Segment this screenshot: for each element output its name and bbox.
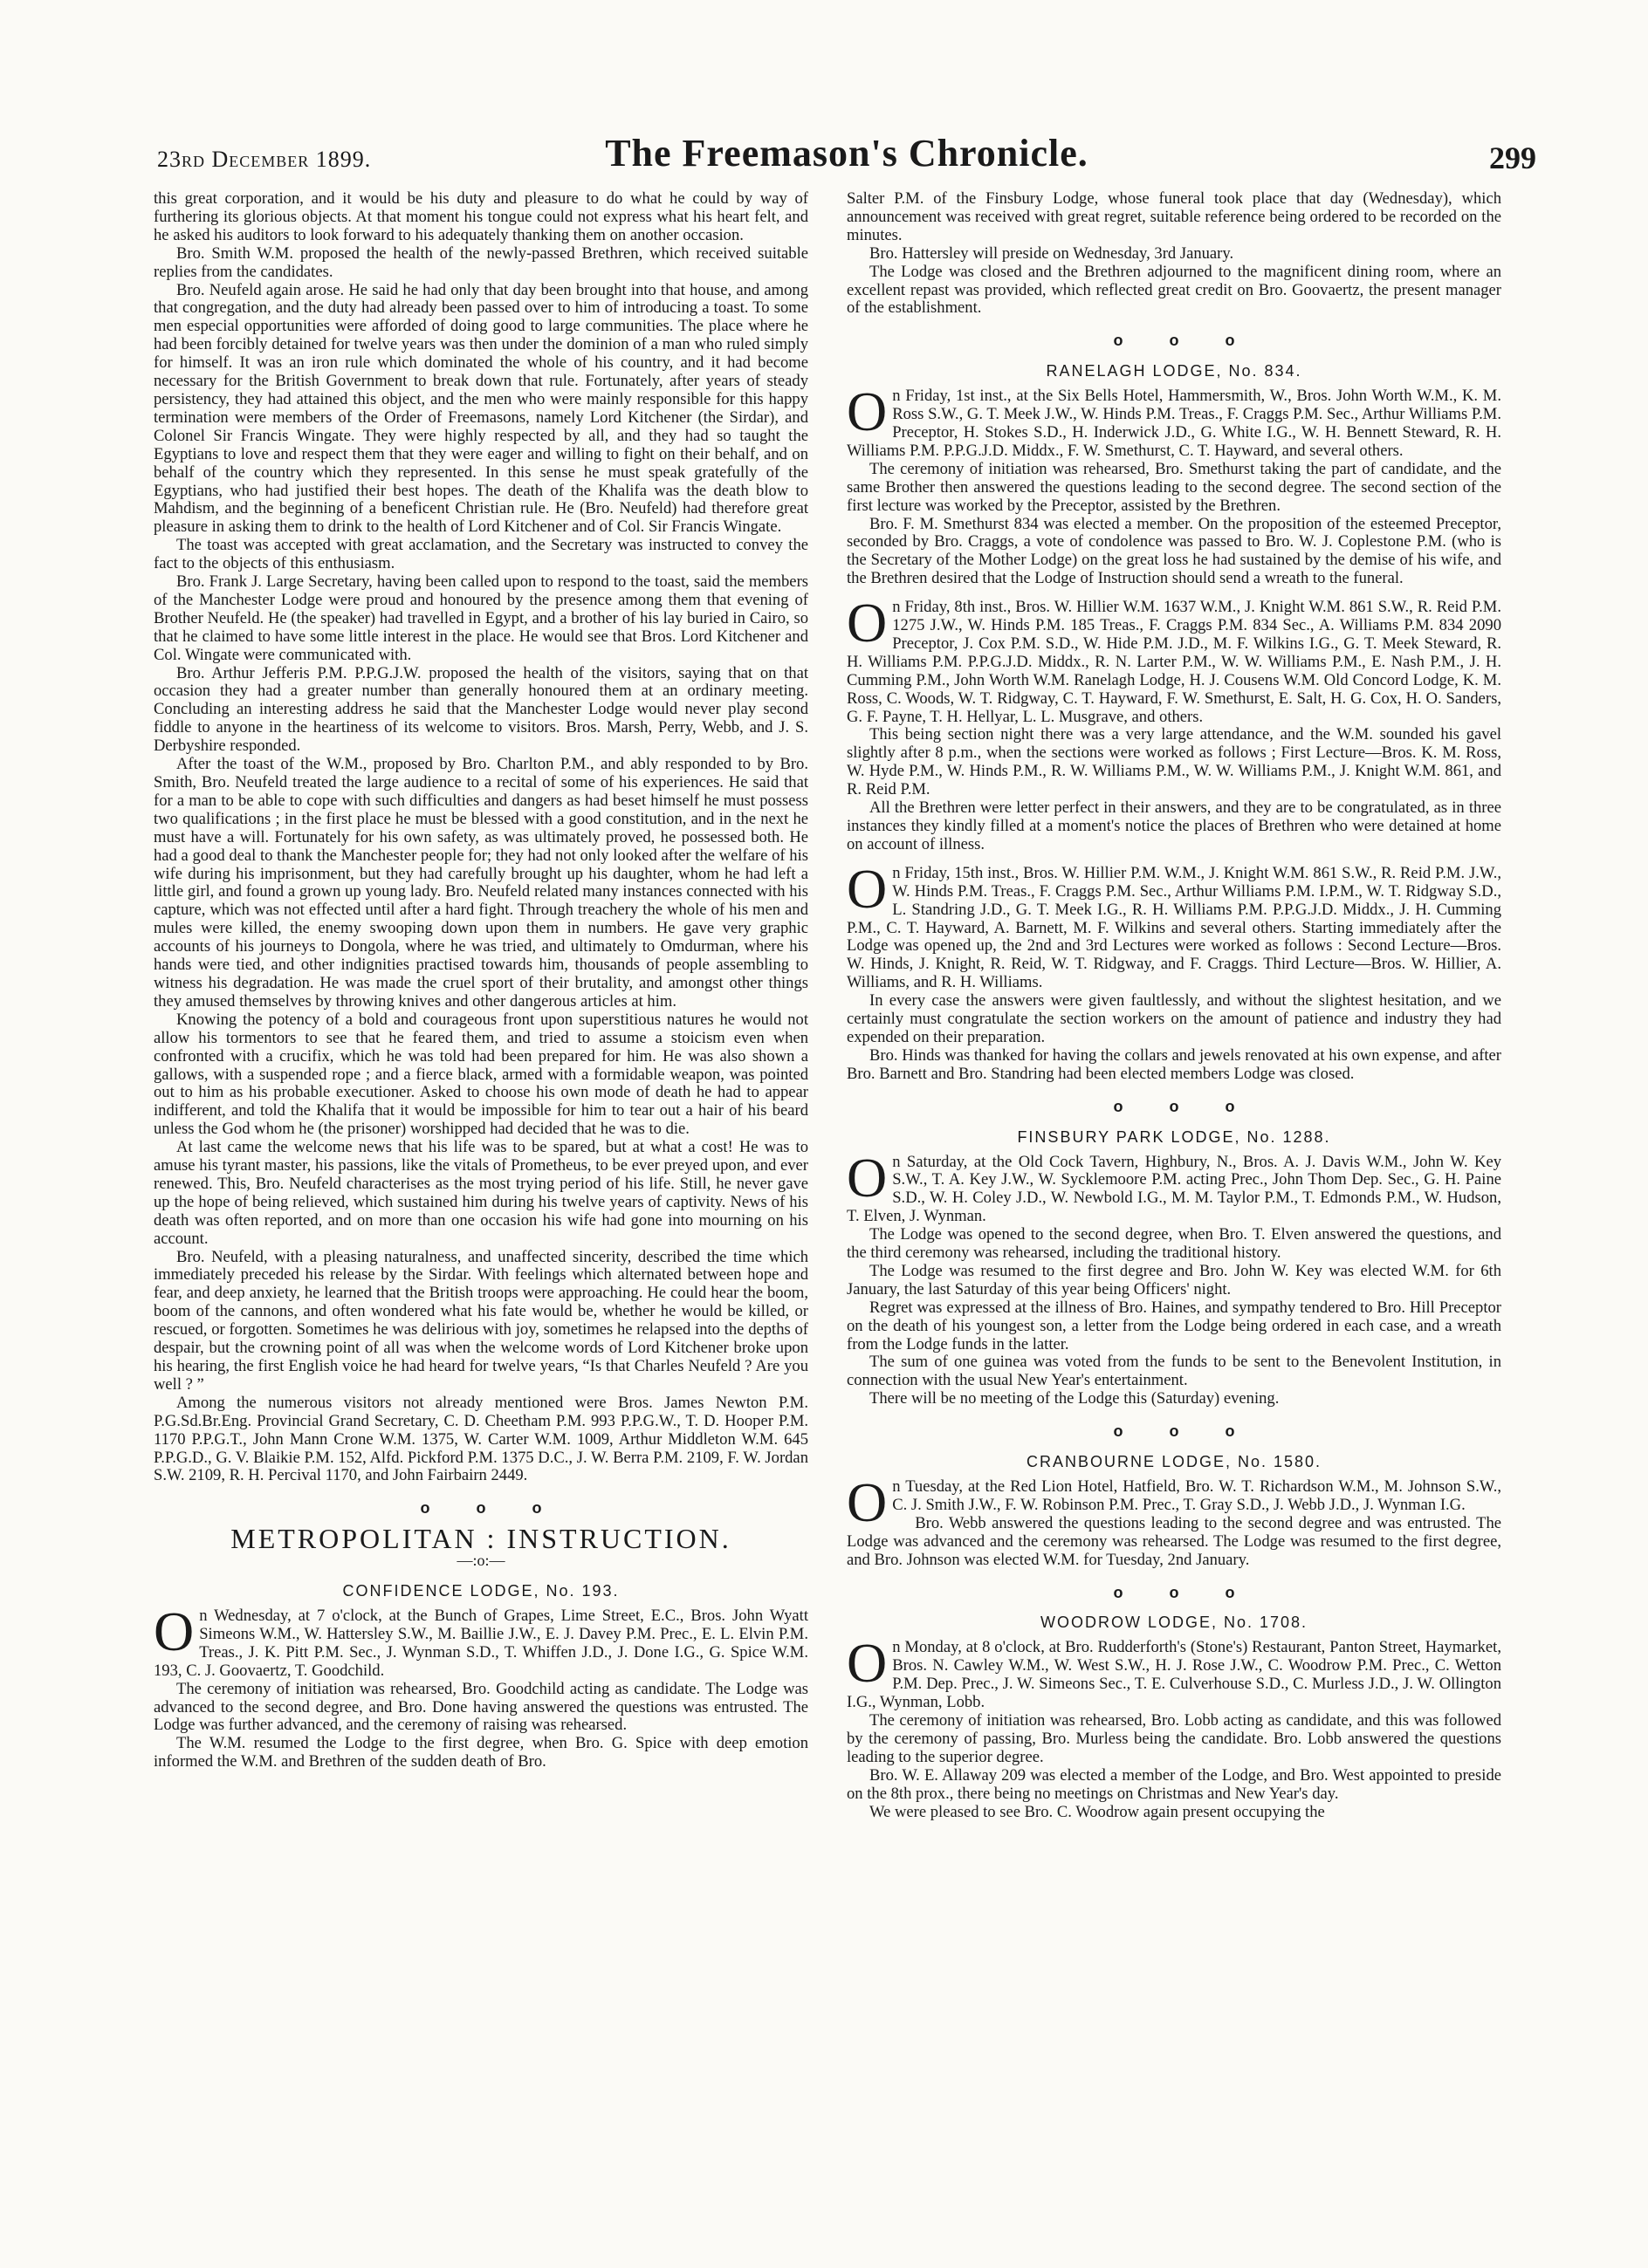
masthead — [157, 127, 1536, 180]
paragraph: Bro. Hattersley will preside on Wednesday, 3rd January. — [869, 243, 1234, 263]
paragraph: Bro. Webb answered the questions leading to the second degree and was entrusted. The Lodge was advanced and the ceremony was rehearsed. The Lodge was resumed to the first degree, and Bro. Johnson was elected W.M. for Tuesday, 2nd January. — [847, 1513, 1501, 1569]
paragraph: On Friday, 15th inst., Bros. W. Hillier P.M. W.M., J. Knight W.M. 861 S.W., R. Reid P.M. J.W., W. Hinds P.M. Treas., F. Craggs P.M. Sec., Arthur Williams P.M. I.P.M., W. T. Ridgway S.D., L. Standring J.D., G. T. Meek I.G., R. H. Williams P.M. P.P.G.J.D. Middx., J. H. Cumming P.M., C. T. Hayward, A. Barnett, M. F. Wilkins and several others. Starting immediately after the Lodge was opened up, the 2nd and 3rd Lectures were worked as follows : Second Lecture—Bros. W. Hinds, J. Knight, R. Reid, W. T. Ridgway, and F. Craggs. Third Lecture—Bros. W. Hillier, A. Williams, and R. H. Williams. — [847, 857, 1501, 992]
paragraph: Bro. Neufeld again arose. He said he had only that day been brought into that house, and among that congregation, and the duty had already been passed over to him of introducing a toast. To some men especial opportunities were afforded of doing good to large communities. The place where he had been forcibly detained for twelve years was then under the dominion of a man who ruled simply for himself. It was an iron rule which dominated the whole of his country, and it had become necessary for the British Government to break down that rule. Fortunately, after years of steady persistency, they had attained this object, and the men who were mainly responsible for this happy termination were members of the Order of Freemasons, namely Lord Kitchener (the Sirdar), and Colonel Sir Francis Wingate. They were highly respected by all, and they had so taught the Egyptians to love and respect them that they were eager and willing to fight on their behalf, and on behalf of the country which they represented. In this sense he must speak gratefully of the Egyptians, who had justified their best hopes. The death of the Khalifa was the death blow to Mahdism, and the beginning of a beneficent Christian rule. He (Bro. Neufeld) had therefore great pleasure in asking them to drink to the health of Lord Kitchener and of Col. Sir Francis Wingate. — [154, 280, 808, 537]
paragraph: On Wednesday, at 7 o'clock, at the Bunch of Grapes, Lime Street, E.C., Bros. John Wyatt Simeons W.M., W. Hattersley S.W., M. Baillie J.W., E. J. Davey P.M. Prec., E. L. Elvin P.M. Treas., J. K. Pitt P.M. Sec., J. Wynman S.D., T. Whiffen J.D., J. Done I.G., G. Spice W.M. 193, C. J. Goovaertz, T. Goodchild. — [154, 1600, 808, 1680]
paragraph: In every case the answers were given faultlessly, and without the slightest hesitation, and we certainly must congratulate the section workers on the amount of patience and industry they had expended on their preparation. — [847, 991, 1501, 1046]
paragraph: Regret was expressed at the illness of Bro. Haines, and sympathy tendered to Bro. Hill Preceptor on the death of his youngest son, a letter from the Lodge being ordered in each case, and a wreath from the Lodge funds in the latter. — [847, 1298, 1501, 1353]
paragraph: Bro. F. M. Smethurst 834 was elected a member. On the proposition of the esteemed Preceptor, seconded by Bro. Craggs, a vote of condolence was passed to Bro. W. J. Coplestone P.M. (who is the Secretary of the Mother Lodge) on the great loss he had sustained by the demise of his wife, and the Brethren desired that the Lodge of Instruction should send a wreath to the funeral. — [847, 514, 1501, 588]
lodge-heading: RANELAGH LODGE, No. 834. — [1046, 362, 1302, 380]
lodge-heading: CRANBOURNE LODGE, No. 1580. — [1026, 1453, 1322, 1471]
left-column — [154, 190, 808, 1771]
paragraph: On Friday, 8th inst., Bros. W. Hillier W.M. 1637 W.M., J. Knight W.M. 861 S.W., R. Reid P.M. 1275 J.W., W. Hinds P.M. 185 Treas., F. Craggs P.M. 834 Sec., A. Williams P.M. 834 2090 Preceptor, J. Cox P.M. S.D., W. Hide P.M. J.D., M. F. Wilkins I.G., G. T. Meek Steward, R. H. Williams P.M. P.P.G.J.D. Middx., R. N. Larter P.M., W. W. Williams P.M., E. Nash P.M., J. H. Cumming P.M., John Worth W.M. Ranelagh Lodge, H. J. Cousens W.M. Old Concord Lodge, K. M. Ross, C. Woods, W. T. Ridgway, C. T. Hayward, F. W. Smethurst, E. Salt, H. G. Cox, H. O. Sanders, G. F. Payne, T. H. Hellyar, L. L. Musgrave, and others. — [847, 592, 1501, 726]
paragraph: Bro. Arthur Jefferis P.M. P.P.G.J.W. proposed the health of the visitors, saying that on that occasion they had a greater number than generally honoured them at an ordinary meeting. Concluding an interesting address he said that the Manchester Lodge would never play second fiddle to anyone in the heartiness of its welcome to visitors. Bros. Marsh, Perry, Webb, and J. S. Derbyshire responded. — [154, 663, 808, 756]
paragraph: Bro. Frank J. Large Secretary, having been called upon to respond to the toast, said the members of the Manchester Lodge were proud and honoured by the presence among them that evening of Brother Neufeld. He (the speaker) had travelled in Egypt, and a brother of his lay buried in Cairo, so that he claimed to have some little interest in the place. He would see that Bros. Lord Kitchener and Col. Wingate were communicated with. — [154, 572, 808, 664]
paragraph: After the toast of the W.M., proposed by Bro. Charlton P.M., and ably responded to by Bro. Smith, Bro. Neufeld treated the large audience to a recital of some of his experiences. He said that for a man to be able to cope with such difficulties and dangers as had beset himself he must possess two qualifications ; in the first place he must be blessed with a good constitution, and in the next he must have a will. Fortunately for his own safety, as was ultimately proved, he possessed both. He had a good deal to thank the Manchester people for; they had not only looked after the welfare of his wife during his imprisonment, but they had carefully brought up his daughter, whom he had left a little girl, and found a grown up young lady. Bro. Neufeld related many instances connected with his capture, which was not effected until after a hard fight. Through treachery the whole of his men and mules were killed, the enemy swooping down upon them in numbers. He gave very graphic accounts of his journeys to Dongola, where he was tried, and ultimately to Omdurman, where his hands were tied, and other indignities practised towards him, thousands of people assembling to witness his degradation. He was made the cruel sport of their brutality, and amongst other things they amused themselves by throwing knives and other dangerous articles at him. — [154, 755, 808, 1011]
paragraph: Bro. Hinds was thanked for having the collars and jewels renovated at his own expense, and after Bro. Barnett and Bro. Standring had been elected members Lodge was closed. — [847, 1045, 1501, 1083]
paragraph: All the Brethren were letter perfect in their answers, and they are to be congratulated, as in three instances they kindly filled at a moment's notice the places of Brethren who were detained at home on account of illness. — [847, 798, 1501, 853]
paragraph: On Monday, at 8 o'clock, at Bro. Rudderforth's (Stone's) Restaurant, Panton Street, Haymarket, Bros. N. Cawley W.M., W. West S.W., H. J. Rose J.W., C. Woodrow P.M. Prec., C. Wetton P.M. Dep. Prec., J. W. Simeons Sec., T. E. Culverhouse S.D., C. Murless J.D., J. W. Ollington I.G., Wynman, Lobb. — [847, 1632, 1501, 1712]
section-ornament: o o o — [1113, 1583, 1235, 1601]
paragraph: The Lodge was opened to the second degree, when Bro. T. Elven answered the questions, and the third ceremony was rehearsed, including the traditional history. — [847, 1225, 1501, 1263]
paragraph: There will be no meeting of the Lodge this (Saturday) evening. — [869, 1389, 1280, 1408]
paragraph: On Saturday, at the Old Cock Tavern, Highbury, N., Bros. A. J. Davis W.M., John W. Key S.W., T. A. Key J.W., W. Sycklemoore P.M. acting Prec., John Thom Dep. Sec., G. H. Paine S.D., W. H. Coley J.D., W. Newbold I.G., M. M. Taylor P.M., T. Edmonds P.M., W. Hudson, T. Elven, J. Wynman. — [847, 1146, 1501, 1226]
paragraph: At last came the welcome news that his life was to be spared, but at what a cost! He was to amuse his tyrant master, his passions, like the vitals of Prometheus, to be ever preyed upon, and ever renewed. This, Bro. Neufeld characterises as the most trying period of his life. Still, he never gave up the hope of being relieved, which sustained him during his twelve years of captivity. News of his death was often reported, and on more than one occasion his wife had gone into mourning on his account. — [154, 1138, 808, 1248]
section-title: METROPOLITAN : INSTRUCTION. — [230, 1523, 731, 1555]
section-ornament: o o o — [1113, 1097, 1235, 1115]
paragraph: Bro. W. E. Allaway 209 was elected a member of the Lodge, and Bro. West appointed to preside on the 8th prox., there being no meetings on Christmas and New Year's day. — [847, 1765, 1501, 1803]
paragraph: The Lodge was closed and the Brethren adjourned to the magnificent dining room, where an excellent repast was provided, which reflected great credit on Bro. Goovaertz, the present manager of the establishment. — [847, 262, 1501, 318]
paragraph: The W.M. resumed the Lodge to the first degree, when Bro. G. Spice with deep emotion informed the W.M. and Brethren of the sudden death of Bro. — [154, 1734, 808, 1771]
paragraph: This being section night there was a very large attendance, and the W.M. sounded his gavel slightly after 8 p.m., when the sections were worked as follows ; First Lecture—Bros. K. M. Ross, W. Hyde P.M., W. Hinds P.M., R. W. Williams P.M., W. W. Williams P.M., J. Knight W.M. 861, and R. Reid P.M. — [847, 725, 1501, 799]
section-ornament: o o o — [1113, 1422, 1235, 1441]
paragraph: The ceremony of initiation was rehearsed, Bro. Lobb acting as candidate, and this was followed by the ceremony of passing, Bro. Murless being the candidate. Bro. Lobb answered the questions leading to the superior degree. — [847, 1710, 1501, 1766]
paragraph: On Tuesday, at the Red Lion Hotel, Hatfield, Bro. W. T. Richardson W.M., M. Johnson S.W., C. J. Smith J.W., F. W. Robinson P.M. Prec., T. Gray S.D., J. Webb J.D., J. Wynman I.G. — [847, 1471, 1501, 1533]
paragraph: We were pleased to see Bro. C. Woodrow again present occupying the — [869, 1802, 1325, 1821]
lodge-heading: FINSBURY PARK LODGE, No. 1288. — [1017, 1127, 1331, 1146]
paragraph: The sum of one guinea was voted from the funds to be sent to the Benevolent Institution, in connection with the usual New Year's entertainment. — [847, 1353, 1501, 1390]
paragraph: Bro. Neufeld, with a pleasing naturalness, and unaffected sincerity, described the time which immediately preceded his release by the Sirdar. With feelings which alternated between hope and fear, and deep anxiety, he learned that the British troops were approaching. He could hear the boom, boom of the cannons, and often wondered what his fate would be, whether he would be killed, or rescued, or forgotten. Sometimes he was delirious with joy, sometimes he relapsed into the depths of despair, but the crowning point of all was when the welcome words of Lord Kitchener broke upon his hearing, the first English voice he had heard for twelve years, “Is that Charles Neufeld ? Are you well ? ” — [154, 1247, 808, 1394]
paragraph: On Friday, 1st inst., at the Six Bells Hotel, Hammersmith, W., Bros. John Worth W.M., K. M. Ross S.W., G. T. Meek J.W., W. Hinds P.M. Treas., F. Craggs P.M. Sec., Arthur Williams P.M. Preceptor, H. Stokes S.D., H. Inderwick J.D., G. White I.G., W. H. Bennett Steward, R. H. Williams P.M. P.P.G.J.D. Middx., F. W. Smethurst, C. T. Hayward, and several others. — [847, 380, 1501, 460]
paragraph: this great corporation, and it would be his duty and pleasure to do what he could by way of furthering its glorious objects. At that moment his tongue could not express what his heart felt, and he asked his auditors to look forward to his adequately thanking them on another occasion. — [154, 189, 808, 244]
lodge-heading: WOODROW LODGE, No. 1708. — [1040, 1614, 1308, 1632]
paragraph: Bro. Smith W.M. proposed the health of the newly-passed Brethren, which received suitable replies from the candidates. — [154, 243, 808, 281]
issue-date: 23rd December 1899. — [157, 147, 372, 172]
section-divider: —:o:— — [457, 1552, 505, 1570]
section-ornament: o o o — [1113, 332, 1235, 350]
paragraph: Among the numerous visitors not already mentioned were Bros. James Newton P.M. P.G.Sd.Br.Eng. Provincial Grand Secretary, C. D. Cheetham P.M. 993 P.P.G.W., T. D. Hooper P.M. 1170 P.P.G.T., John Mann Crone W.M. 1375, W. Carter W.M. 1009, Arthur Middleton W.M. 645 P.P.G.D., G. V. Blaikie P.M. 152, Alfd. Pickford P.M. 1375 D.C., J. W. Berra P.M. 2109, F. W. Jordan S.W. 2109, R. H. Percival 1170, and John Fairbairn 2449. — [154, 1393, 808, 1485]
paragraph: The ceremony of initiation was rehearsed, Bro. Smethurst taking the part of candidate, and the same Brother then answered the questions leading to the second degree. The second section of the first lecture was worked by the Preceptor, assisted by the Brethren. — [847, 459, 1501, 515]
section-ornament: o o o — [420, 1499, 542, 1518]
publication-title: The Freemason's Chronicle. — [605, 132, 1088, 175]
page-number: 299 — [1489, 140, 1536, 175]
paragraph: Salter P.M. of the Finsbury Lodge, whose funeral took place that day (Wednesday), which announcement was received with great regret, suitable reference being ordered to be recorded on the minutes. — [847, 189, 1501, 244]
lodge-heading: CONFIDENCE LODGE, No. 193. — [342, 1582, 620, 1600]
paragraph: The toast was accepted with great acclamation, and the Secretary was instructed to convey the fact to the objects of this enthusiasm. — [154, 536, 808, 573]
paragraph: Knowing the potency of a bold and courageous front upon superstitious natures he would not allow his tormentors to see that he feared them, and tried to assume a stoicism even when confronted with a crucifix, which he was told had been prepared for him. He was also shown a gallows, with a suspended rope ; and a fierce black, armed with a formidable weapon, was pointed out to him as his probable executioner. Asked to choose his own mode of death he had to appear indifferent, and told the Khalifa that it would be impossible for him to tear out a hair of his beard unless the God whom he (the prisoner) worshipped had decided that he was to die. — [154, 1010, 808, 1139]
right-column — [847, 190, 1501, 1821]
paragraph: The Lodge was resumed to the first degree and Bro. John W. Key was elected W.M. for 6th January, the last Saturday of this year being Officers' night. — [847, 1261, 1501, 1298]
paragraph: The ceremony of initiation was rehearsed, Bro. Goodchild acting as candidate. The Lodge was advanced to the second degree, and Bro. Done having answered the questions was entrusted. The Lodge was further advanced, and the ceremony of raising was rehearsed. — [154, 1679, 808, 1735]
